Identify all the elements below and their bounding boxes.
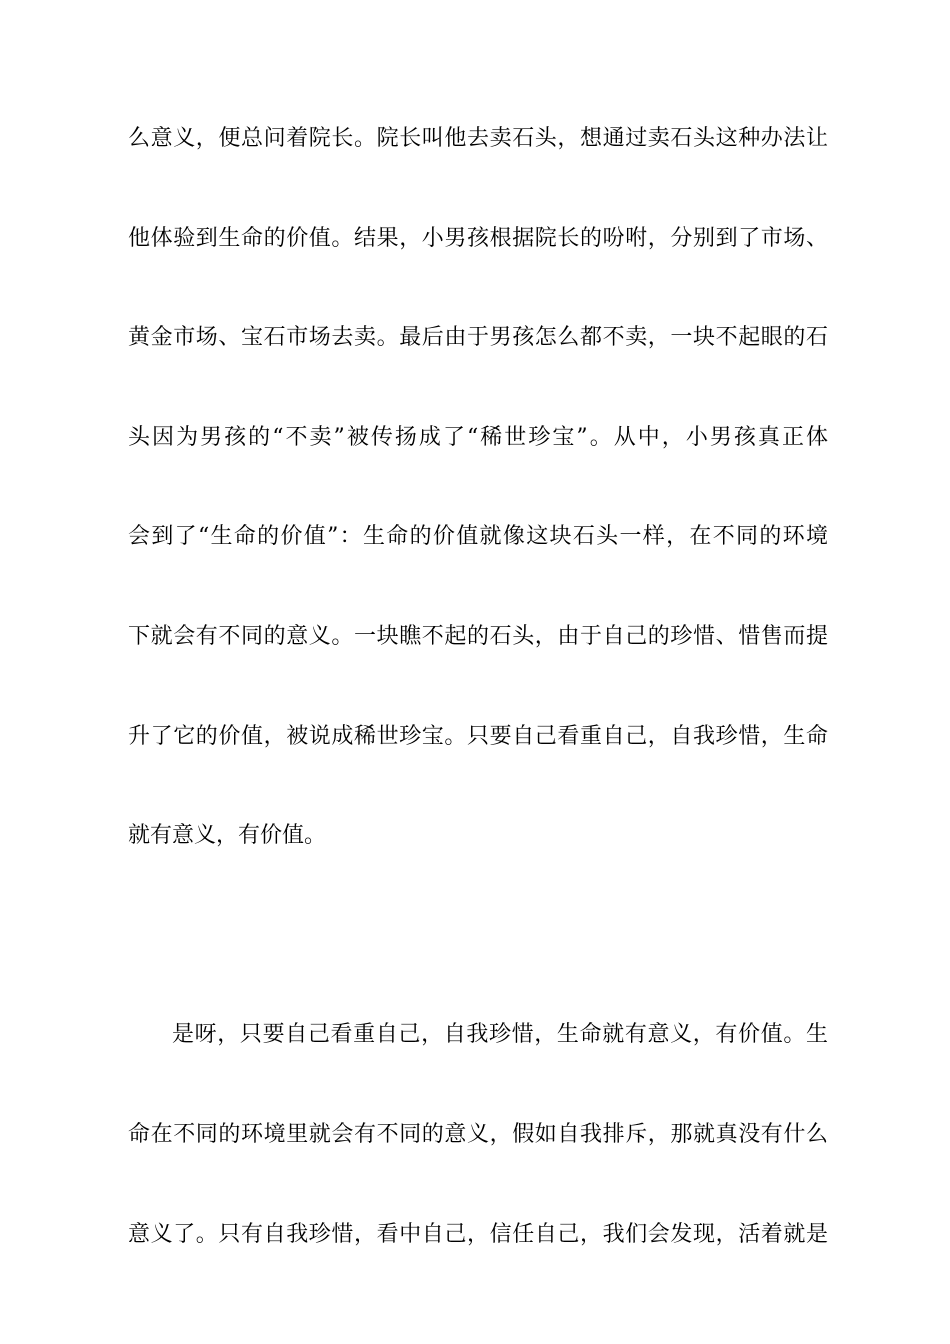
blank-line xyxy=(128,961,828,1011)
blank-line xyxy=(128,761,828,811)
text-line: 头因为男孩的“不卖”被传扬成了“稀世珍宝”。从中，小男孩真正体 xyxy=(128,424,828,450)
text-line: 升了它的价值，被说成稀世珍宝。只要自己看重自己，自我珍惜，生命 xyxy=(128,723,828,749)
blank-line xyxy=(128,164,828,214)
blank-line xyxy=(128,263,828,313)
document-body xyxy=(128,114,828,1259)
paragraph-start-line: 是呀，只要自己看重自己，自我珍惜，生命就有意义，有价值。生 xyxy=(172,1022,828,1048)
blank-line xyxy=(128,1160,828,1210)
blank-line xyxy=(128,463,828,513)
text-line: 命在不同的环境里就会有不同的意义，假如自我排斥，那就真没有什么 xyxy=(128,1121,828,1147)
text-line: 黄金市场、宝石市场去卖。最后由于男孩怎么都不卖，一块不起眼的石 xyxy=(128,325,828,351)
blank-line xyxy=(128,1060,828,1110)
text-line: 意义了。只有自我珍惜，看中自己，信任自己，我们会发现，活着就是 xyxy=(128,1221,828,1247)
text-line: 会到了“生命的价值”：生命的价值就像这块石头一样，在不同的环境 xyxy=(128,524,828,550)
text-line: 下就会有不同的意义。一块瞧不起的石头，由于自己的珍惜、惜售而提 xyxy=(128,623,828,649)
blank-line xyxy=(128,861,828,911)
blank-line xyxy=(128,363,828,413)
blank-line xyxy=(128,562,828,612)
text-line: 他体验到生命的价值。结果，小男孩根据院长的吩咐，分别到了市场、 xyxy=(128,225,828,251)
blank-line xyxy=(128,662,828,712)
paragraph-end-line: 就有意义，有价值。 xyxy=(128,823,327,849)
blank-line xyxy=(128,911,828,961)
text-line: 么意义，便总问着院长。院长叫他去卖石头，想通过卖石头这种办法让 xyxy=(128,126,828,151)
